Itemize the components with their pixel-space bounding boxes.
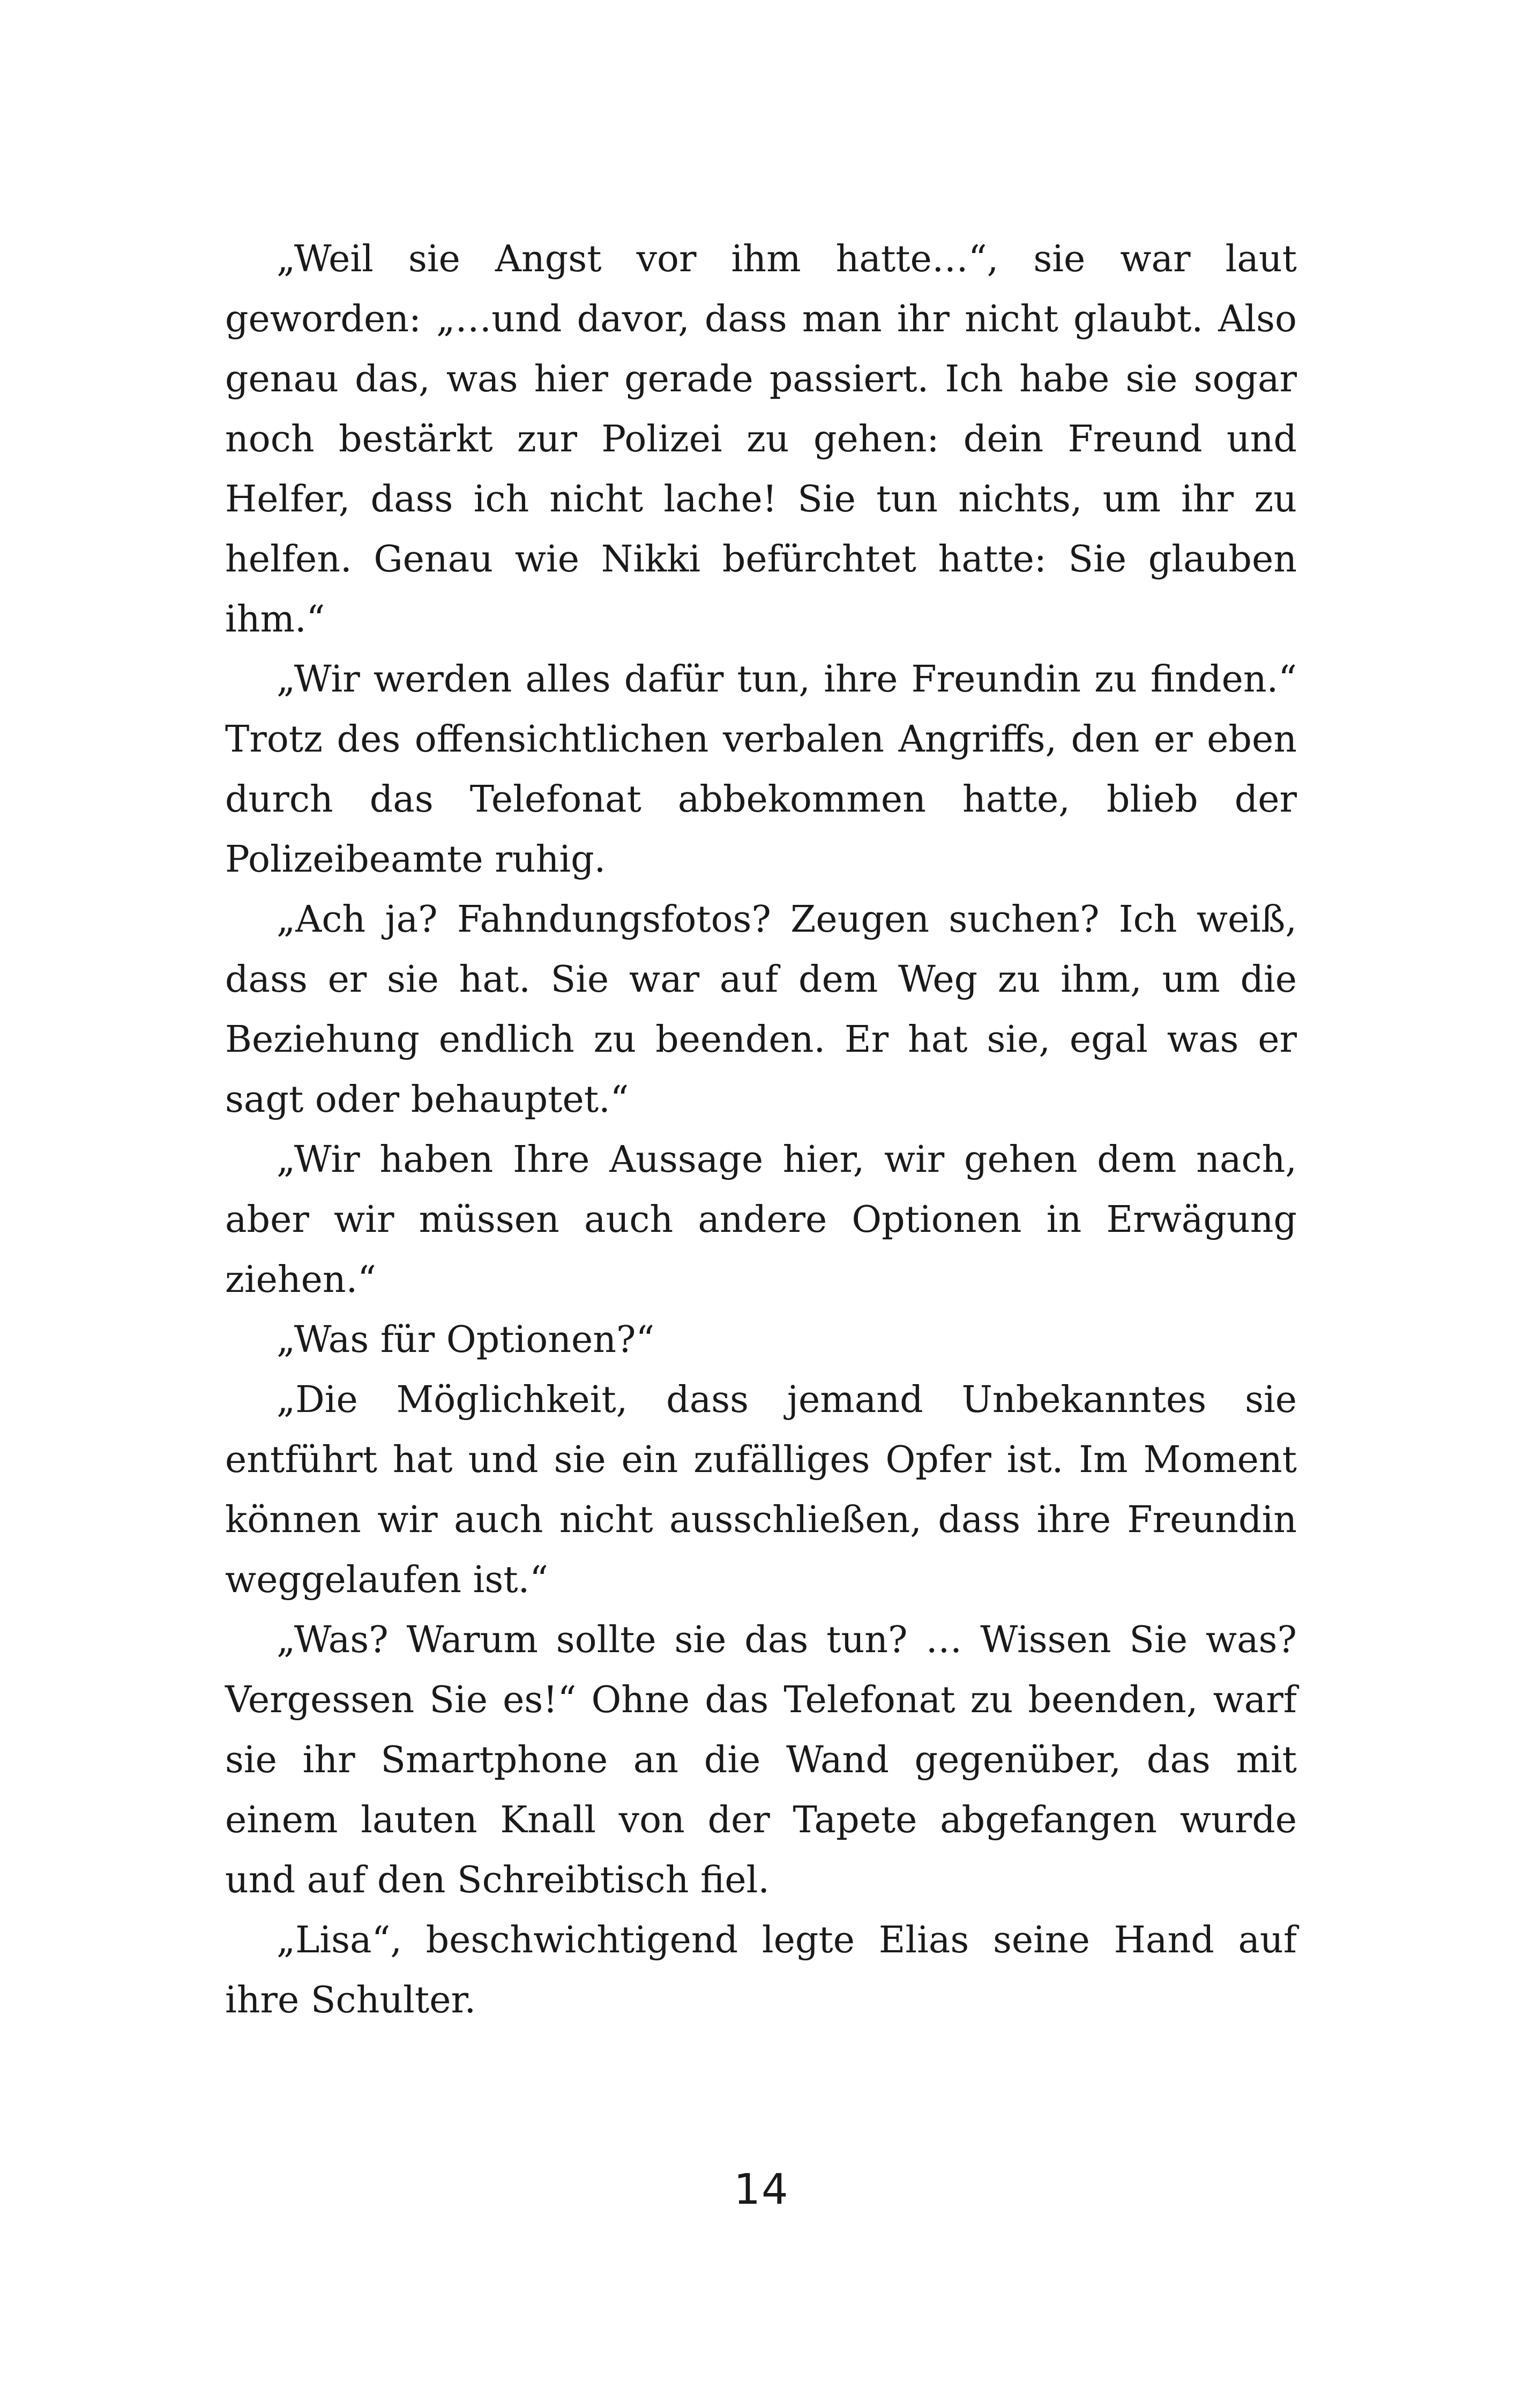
paragraph: „Wir werden alles dafür tun, ihre Freundin zu finden.“ Trotz des offensichtlichen verbalen Angriffs, den er eben durch das Telefonat abbekommen hatte, blieb der Polizeibeamte ruhig.: [225, 658, 1297, 881]
paragraph: „Was? Warum sollte sie das tun? … Wissen Sie was? Vergessen Sie es!“ Ohne das Telefonat zu beenden, warf sie ihr Smartphone an die Wand gegenüber, das mit einem lauten Knall von der Tapete abgefangen wurde und auf den Schreibtisch fiel.: [225, 1619, 1297, 1901]
paragraph: „Was für Optionen?“: [277, 1319, 655, 1361]
paragraph: „Weil sie Angst vor ihm hatte…“, sie war laut geworden: „…und davor, dass man ihr nicht glaubt. Also genau das, was hier gerade passiert. Ich habe sie sogar noch bestärkt zur Polizei zu gehen: dein Freund und Helfer, dass ich nicht lache! Sie tun nichts, um ihr zu helfen. Genau wie Nikki befürchtet hatte: Sie glauben ihm.“: [225, 238, 1297, 641]
paragraph: „Die Möglichkeit, dass jemand Unbekanntes sie entführt hat und sie ein zufälliges Opfer ist. Im Moment können wir auch nicht ausschließen, dass ihre Freundin weggelaufen ist.“: [225, 1379, 1297, 1601]
paragraph: „Wir haben Ihre Aussage hier, wir gehen dem nach, aber wir müssen auch andere Optionen in Erwägung ziehen.“: [225, 1139, 1297, 1301]
paragraph: „Lisa“, beschwichtigend legte Elias seine Hand auf ihre Schulter.: [225, 1919, 1297, 2021]
page-number: 14: [734, 2166, 789, 2214]
body-text: [225, 229, 1297, 2031]
paragraph: „Ach ja? Fahndungsfotos? Zeugen suchen? Ich weiß, dass er sie hat. Sie war auf dem Weg zu ihm, um die Beziehung endlich zu beenden. Er hat sie, egal was er sagt oder behauptet.“: [225, 898, 1297, 1121]
